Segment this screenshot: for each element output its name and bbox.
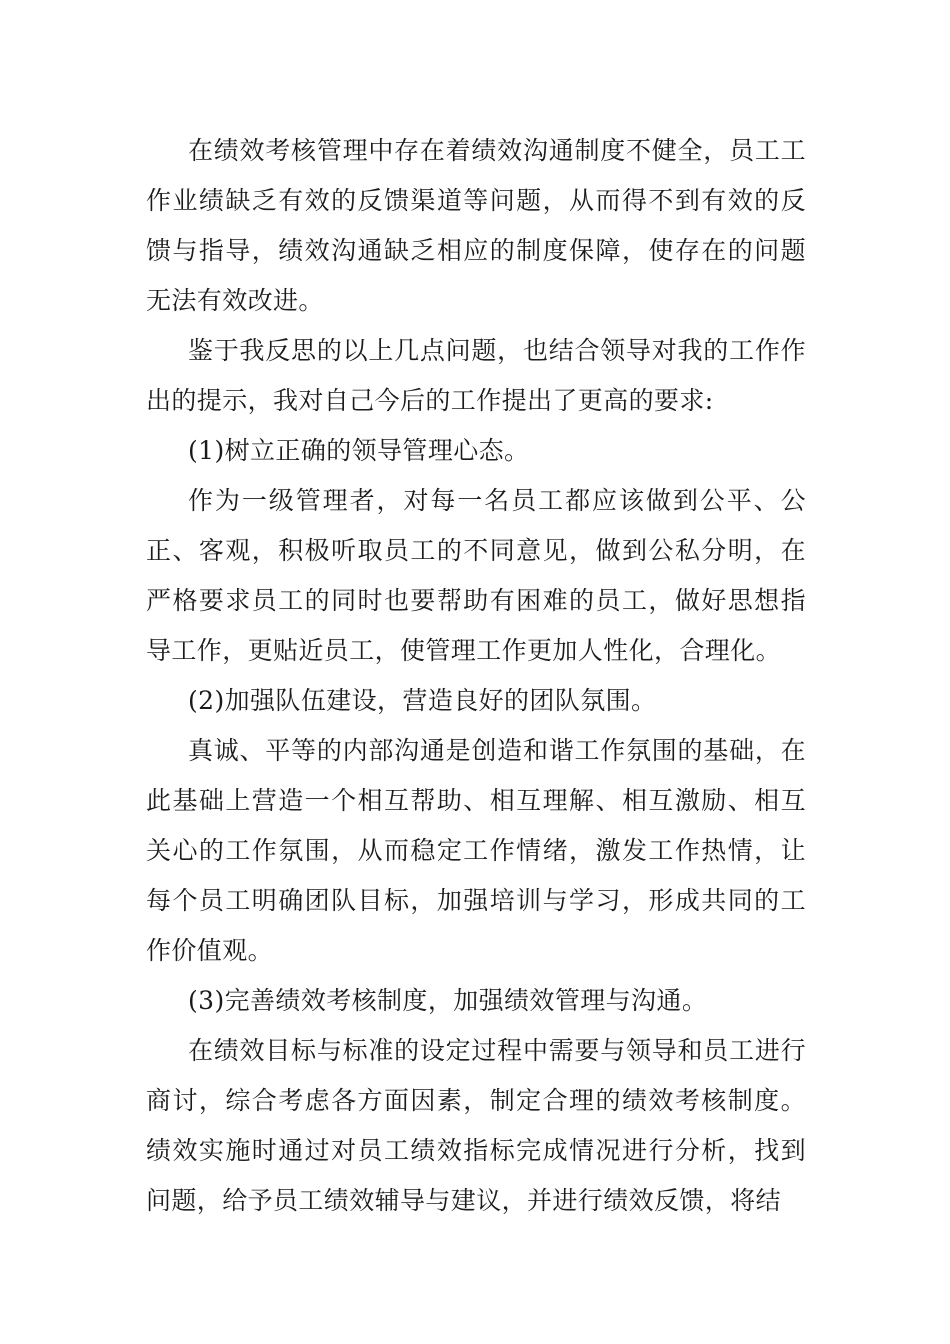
paragraph-communication-problem: 在绩效考核管理中存在着绩效沟通制度不健全，员工工作业绩缺乏有效的反馈渠道等问题，从而得不到有效的反馈与指导，绩效沟通缺乏相应的制度保障，使存在的问题无法有效改进。 xyxy=(146,136,806,315)
paragraph-reflection-intro: 鉴于我反思的以上几点问题，也结合领导对我的工作作出的提示，我对自己今后的工作提出了更高的要求: xyxy=(146,336,806,415)
document-body xyxy=(146,126,806,1226)
paragraph-item-1-body: 作为一级管理者，对每一名员工都应该做到公平、公正、客观，积极听取员工的不同意见，做到公私分明，在严格要求员工的同时也要帮助有困难的员工，做好思想指导工作，更贴近员工，使管理工作更加人性化，合理化。 xyxy=(146,486,806,665)
heading-item-1: (1)树立正确的领导管理心态。 xyxy=(188,436,530,465)
paragraph-item-2-body: 真诚、平等的内部沟通是创造和谐工作氛围的基础，在此基础上营造一个相互帮助、相互理解、相互激励、相互关心的工作氛围，从而稳定工作情绪，激发工作热情，让每个员工明确团队目标，加强培训与学习，形成共同的工作价值观。 xyxy=(146,736,806,965)
paragraph-item-3-body: 在绩效目标与标准的设定过程中需要与领导和员工进行商讨，综合考虑各方面因素，制定合理的绩效考核制度。绩效实施时通过对员工绩效指标完成情况进行分析，找到问题，给予员工绩效辅导与建议，并进行绩效反馈，将结 xyxy=(146,1036,806,1215)
heading-item-3: (3)完善绩效考核制度，加强绩效管理与沟通。 xyxy=(188,986,708,1015)
heading-item-2: (2)加强队伍建设，营造良好的团队氛围。 xyxy=(188,686,657,715)
